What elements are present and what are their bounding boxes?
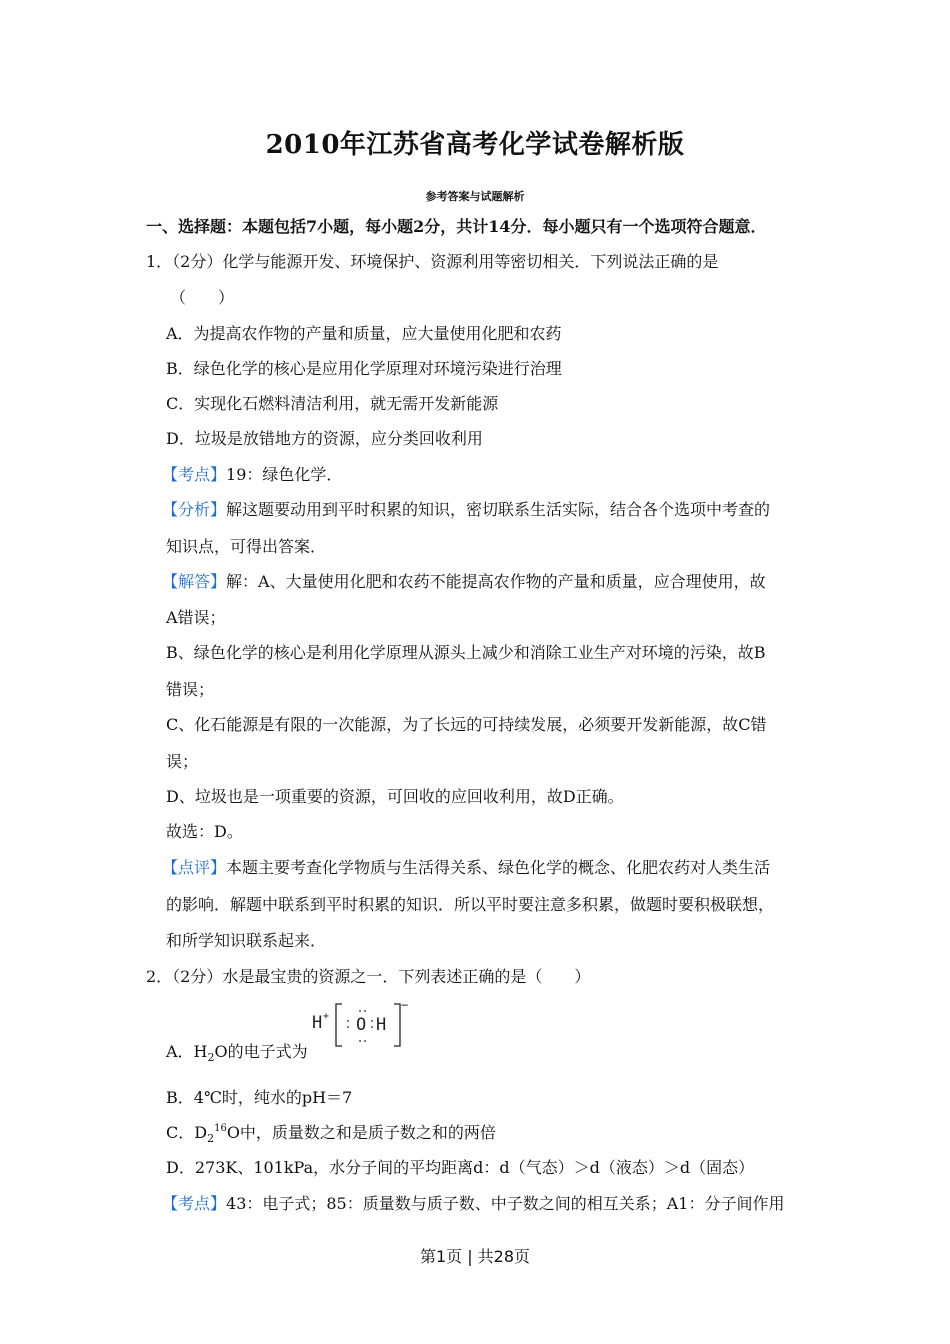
- q1-fenxi-cont: 知识点，可得出答案．: [166, 537, 327, 556]
- q2-option-c: [166, 1123, 496, 1146]
- q1-jieda-7: D、垃圾也是一项重要的资源，可回收的应回收利用，故D正确。: [166, 787, 624, 806]
- formula-h-plus: H: [312, 1013, 323, 1033]
- document-subtitle: 参考答案与试题解析: [425, 190, 525, 203]
- q1-stem: 1．（2分）化学与能源开发、环境保护、资源利用等密切相关．下列说法正确的是: [146, 252, 719, 271]
- formula-h-charge: +: [323, 1011, 330, 1022]
- electron-dot: [364, 1010, 366, 1012]
- q1-jieda: [162, 572, 766, 592]
- q1-dianping-3: 和所学知识联系起来．: [166, 931, 327, 950]
- kaodian-tag: 【考点】: [162, 465, 227, 484]
- electron-dot: [359, 1010, 361, 1012]
- electron-formula-figure: [310, 998, 410, 1050]
- q2-kaodian-tag: 【考点】: [162, 1194, 227, 1213]
- dianping-tag: 【点评】: [162, 858, 227, 877]
- q2-option-a-sub: 2: [207, 1051, 215, 1064]
- formula-left-bracket: [336, 1004, 342, 1046]
- q1-answer-paren: （ ）: [170, 288, 235, 307]
- q2-option-a-post: O的电子式为: [214, 1042, 308, 1061]
- q1-kaodian: [162, 465, 342, 485]
- q1-option-d: D．垃圾是放错地方的资源，应分类回收利用: [166, 429, 483, 448]
- kaodian-text: 19：绿色化学．: [226, 465, 343, 484]
- q2-option-a: [166, 1042, 308, 1064]
- electron-dot: [364, 1040, 366, 1042]
- q1-dianping-2: 的影响．解题中联系到平时积累的知识．所以平时要注意多积累，做题时要积极联想，: [166, 895, 775, 914]
- q1-jieda-5: C、化石能源是有限的一次能源，为了长远的可持续发展，必须要开发新能源，故C错: [166, 715, 767, 734]
- fenxi-tag: 【分析】: [162, 500, 227, 519]
- q2-stem: 2．（2分）水是最宝贵的资源之一．下列表述正确的是（ ）: [146, 967, 591, 986]
- dianping-text-1: 本题主要考查化学物质与生活得关系、绿色化学的概念、化肥农药对人类生活: [226, 858, 771, 877]
- jieda-text-1: 解：A、大量使用化肥和农药不能提高农作物的产量和质量，应合理使用，故: [226, 572, 766, 591]
- q2-option-c-pre: C．D: [166, 1123, 208, 1142]
- q1-fenxi: [162, 500, 770, 520]
- formula-right-bracket: [394, 1004, 400, 1046]
- q1-jieda-6: 误；: [166, 752, 199, 771]
- formula-minus: −: [401, 998, 409, 1012]
- q1-jieda-3: B、绿色化学的核心是利用化学原理从源头上减少和消除工业生产对环境的污染，故B: [166, 643, 766, 662]
- q2-option-a-pre: A．H: [166, 1042, 208, 1061]
- q1-jieda-4: 错误；: [166, 680, 215, 699]
- q2-option-c-sub: 2: [207, 1132, 215, 1145]
- q1-option-b: B．绿色化学的核心是应用化学原理对环境污染进行治理: [166, 359, 562, 378]
- q2-option-c-post: O中，质量数之和是质子数之和的两倍: [226, 1123, 496, 1142]
- q2-option-d: D．273K、101kPa，水分子间的平均距离d：d（气态）＞d（液态）＞d（固态）: [166, 1158, 755, 1177]
- electron-dot: [347, 1020, 349, 1022]
- q1-option-a: A．为提高农作物的产量和质量，应大量使用化肥和农药: [166, 324, 562, 343]
- electron-dot: [359, 1040, 361, 1042]
- fenxi-text-1: 解这题要动用到平时积累的知识，密切联系生活实际，结合各个选项中考查的: [226, 500, 771, 519]
- q2-option-c-sup: 16: [214, 1123, 227, 1134]
- q2-kaodian-text: 43：电子式；85：质量数与质子数、中子数之间的相互关系；A1：分子间作用: [226, 1194, 785, 1213]
- document-title: 2010年江苏省高考化学试卷解析版: [265, 130, 685, 160]
- jieda-tag: 【解答】: [162, 572, 227, 591]
- formula-o: O: [356, 1015, 367, 1035]
- q1-jieda-2: A错误；: [166, 608, 226, 627]
- page-footer: 第1页 | 共28页: [419, 1247, 531, 1266]
- q1-jieda-8: 故选：D。: [166, 822, 243, 841]
- electron-dot: [371, 1020, 373, 1022]
- q2-kaodian: [162, 1194, 784, 1214]
- q1-option-c: C．实现化石燃料清洁利用，就无需开发新能源: [166, 394, 499, 413]
- electron-dot: [371, 1026, 373, 1028]
- section-heading: 一、选择题：本题包括7小题，每小题2分，共计14分．每小题只有一个选项符合题意．: [146, 217, 767, 236]
- electron-dot: [347, 1026, 349, 1028]
- q1-dianping: [162, 858, 770, 878]
- q2-option-b: B．4℃时，纯水的pH＝7: [166, 1088, 353, 1107]
- formula-h: H: [376, 1015, 387, 1035]
